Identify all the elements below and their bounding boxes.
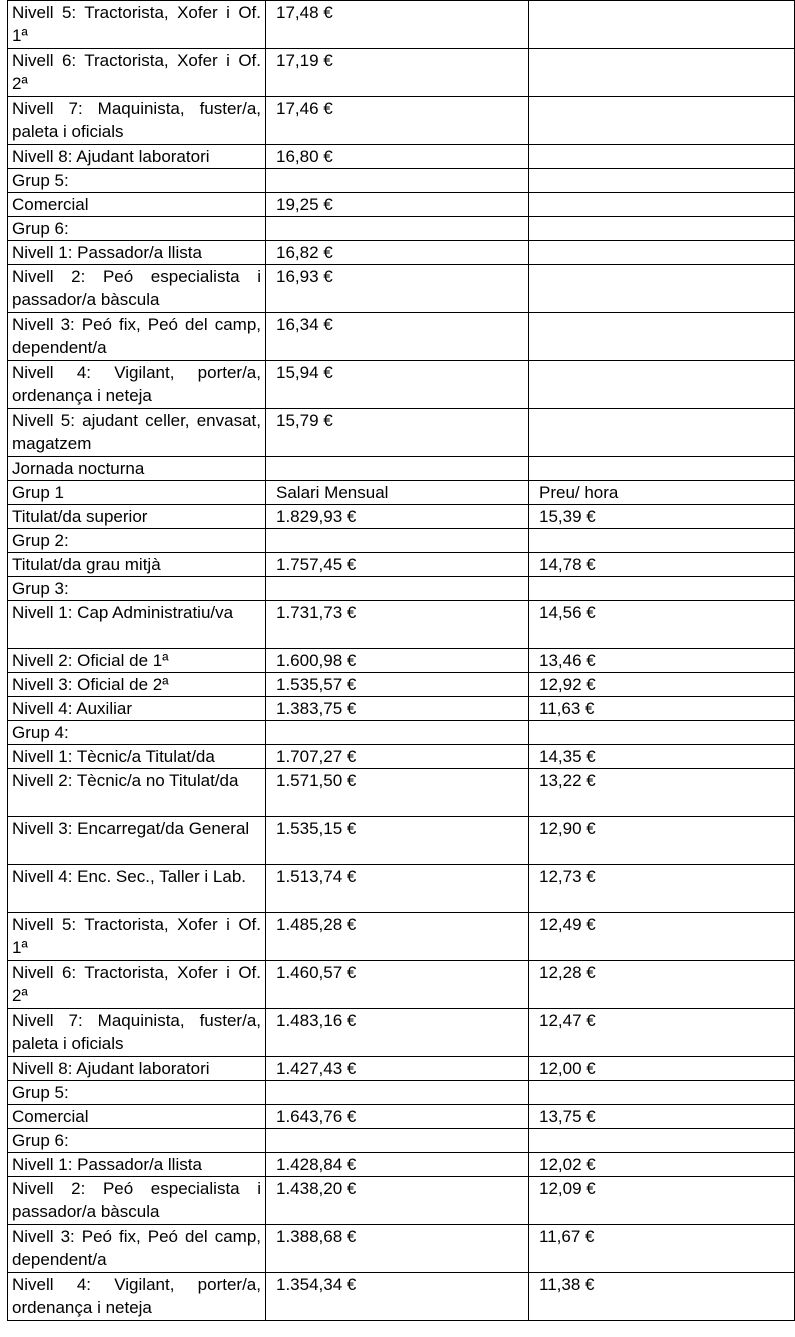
hourly-rate-cell: 11,38 € xyxy=(529,1273,795,1321)
hourly-rate-cell xyxy=(529,361,795,409)
salary-table-body xyxy=(8,1,795,1321)
salary-cell: 17,19 € xyxy=(266,49,529,97)
category-cell: Nivell 1: Cap Administratiu/va xyxy=(8,601,266,649)
table-row xyxy=(8,865,795,913)
salary-cell: 16,80 € xyxy=(266,145,529,169)
salary-cell: 1.757,45 € xyxy=(266,553,529,577)
salary-cell: 1.428,84 € xyxy=(266,1153,529,1177)
salary-cell xyxy=(266,1081,529,1105)
category-cell: Nivell 2: Peó especialista i passador/a bàscula xyxy=(8,1177,266,1225)
table-row xyxy=(8,1,795,49)
table-row xyxy=(8,1009,795,1057)
table-row xyxy=(8,961,795,1009)
hourly-rate-cell: Preu/ hora xyxy=(529,481,795,505)
table-row xyxy=(8,1273,795,1321)
salary-cell xyxy=(266,457,529,481)
hourly-rate-cell xyxy=(529,1,795,49)
table-row xyxy=(8,409,795,457)
hourly-rate-cell: 14,78 € xyxy=(529,553,795,577)
category-cell: Nivell 5: ajudant celler, envasat, magatzem xyxy=(8,409,266,457)
table-row xyxy=(8,697,795,721)
category-cell: Nivell 3: Encarregat/da General xyxy=(8,817,266,865)
table-row xyxy=(8,457,795,481)
category-cell: Nivell 2: Oficial de 1ª xyxy=(8,649,266,673)
table-row xyxy=(8,1177,795,1225)
category-cell: Nivell 6: Tractorista, Xofer i Of. 2ª xyxy=(8,961,266,1009)
table-row xyxy=(8,49,795,97)
category-cell: Grup 6: xyxy=(8,217,266,241)
category-cell: Nivell 4: Auxiliar xyxy=(8,697,266,721)
salary-cell: 1.383,75 € xyxy=(266,697,529,721)
salary-cell: 1.460,57 € xyxy=(266,961,529,1009)
table-row xyxy=(8,649,795,673)
hourly-rate-cell: 12,92 € xyxy=(529,673,795,697)
category-cell: Nivell 2: Peó especialista i passador/a bàscula xyxy=(8,265,266,313)
table-row xyxy=(8,529,795,553)
salary-cell: 1.388,68 € xyxy=(266,1225,529,1273)
salary-cell: 16,82 € xyxy=(266,241,529,265)
table-row xyxy=(8,361,795,409)
salary-cell: 1.643,76 € xyxy=(266,1105,529,1129)
hourly-rate-cell: 13,46 € xyxy=(529,649,795,673)
category-cell: Nivell 1: Passador/a llista xyxy=(8,1153,266,1177)
salary-cell: 1.483,16 € xyxy=(266,1009,529,1057)
hourly-rate-cell xyxy=(529,97,795,145)
category-cell: Titulat/da grau mitjà xyxy=(8,553,266,577)
category-cell: Grup 5: xyxy=(8,1081,266,1105)
category-cell: Nivell 3: Peó fix, Peó del camp, dependent/a xyxy=(8,313,266,361)
salary-table xyxy=(7,0,795,1321)
hourly-rate-cell: 13,22 € xyxy=(529,769,795,817)
hourly-rate-cell: 14,35 € xyxy=(529,745,795,769)
category-cell: Nivell 4: Vigilant, porter/a, ordenança i neteja xyxy=(8,1273,266,1321)
category-cell: Jornada nocturna xyxy=(8,457,266,481)
salary-cell: 17,46 € xyxy=(266,97,529,145)
table-row xyxy=(8,481,795,505)
table-row xyxy=(8,601,795,649)
hourly-rate-cell: 12,00 € xyxy=(529,1057,795,1081)
hourly-rate-cell xyxy=(529,577,795,601)
table-row xyxy=(8,1129,795,1153)
hourly-rate-cell: 12,28 € xyxy=(529,961,795,1009)
hourly-rate-cell: 14,56 € xyxy=(529,601,795,649)
hourly-rate-cell xyxy=(529,193,795,217)
hourly-rate-cell xyxy=(529,1129,795,1153)
salary-cell: 1.513,74 € xyxy=(266,865,529,913)
salary-cell: 1.427,43 € xyxy=(266,1057,529,1081)
salary-cell xyxy=(266,721,529,745)
hourly-rate-cell: 15,39 € xyxy=(529,505,795,529)
category-cell: Grup 4: xyxy=(8,721,266,745)
table-row xyxy=(8,1225,795,1273)
table-row xyxy=(8,817,795,865)
hourly-rate-cell xyxy=(529,313,795,361)
category-cell: Nivell 4: Enc. Sec., Taller i Lab. xyxy=(8,865,266,913)
table-row xyxy=(8,193,795,217)
category-cell: Comercial xyxy=(8,1105,266,1129)
table-row xyxy=(8,745,795,769)
hourly-rate-cell: 12,02 € xyxy=(529,1153,795,1177)
table-row xyxy=(8,769,795,817)
hourly-rate-cell xyxy=(529,241,795,265)
salary-cell: Salari Mensual xyxy=(266,481,529,505)
table-row xyxy=(8,505,795,529)
category-cell: Nivell 8: Ajudant laboratori xyxy=(8,1057,266,1081)
hourly-rate-cell: 11,63 € xyxy=(529,697,795,721)
table-row xyxy=(8,265,795,313)
hourly-rate-cell xyxy=(529,457,795,481)
salary-cell: 1.535,15 € xyxy=(266,817,529,865)
category-cell: Titulat/da superior xyxy=(8,505,266,529)
hourly-rate-cell: 13,75 € xyxy=(529,1105,795,1129)
salary-cell: 15,94 € xyxy=(266,361,529,409)
table-row xyxy=(8,217,795,241)
hourly-rate-cell: 12,49 € xyxy=(529,913,795,961)
table-row xyxy=(8,1153,795,1177)
salary-cell: 17,48 € xyxy=(266,1,529,49)
hourly-rate-cell xyxy=(529,169,795,193)
table-row xyxy=(8,313,795,361)
hourly-rate-cell: 12,90 € xyxy=(529,817,795,865)
salary-cell: 15,79 € xyxy=(266,409,529,457)
salary-cell: 1.535,57 € xyxy=(266,673,529,697)
category-cell: Nivell 3: Oficial de 2ª xyxy=(8,673,266,697)
hourly-rate-cell xyxy=(529,529,795,553)
category-cell: Nivell 1: Passador/a llista xyxy=(8,241,266,265)
category-cell: Grup 3: xyxy=(8,577,266,601)
table-row xyxy=(8,1105,795,1129)
hourly-rate-cell: 12,73 € xyxy=(529,865,795,913)
salary-cell: 1.354,34 € xyxy=(266,1273,529,1321)
salary-cell: 1.571,50 € xyxy=(266,769,529,817)
table-row xyxy=(8,721,795,745)
hourly-rate-cell xyxy=(529,1081,795,1105)
hourly-rate-cell xyxy=(529,721,795,745)
hourly-rate-cell xyxy=(529,265,795,313)
salary-cell: 1.707,27 € xyxy=(266,745,529,769)
table-row xyxy=(8,145,795,169)
salary-cell xyxy=(266,529,529,553)
hourly-rate-cell xyxy=(529,49,795,97)
table-row xyxy=(8,97,795,145)
category-cell: Comercial xyxy=(8,193,266,217)
category-cell: Grup 5: xyxy=(8,169,266,193)
hourly-rate-cell: 11,67 € xyxy=(529,1225,795,1273)
salary-cell: 16,34 € xyxy=(266,313,529,361)
category-cell: Grup 6: xyxy=(8,1129,266,1153)
hourly-rate-cell: 12,47 € xyxy=(529,1009,795,1057)
salary-cell: 1.600,98 € xyxy=(266,649,529,673)
hourly-rate-cell xyxy=(529,145,795,169)
category-cell: Nivell 2: Tècnic/a no Titulat/da xyxy=(8,769,266,817)
category-cell: Nivell 7: Maquinista, fuster/a, paleta i oficials xyxy=(8,1009,266,1057)
category-cell: Nivell 5: Tractorista, Xofer i Of. 1ª xyxy=(8,1,266,49)
salary-cell: 19,25 € xyxy=(266,193,529,217)
category-cell: Nivell 5: Tractorista, Xofer i Of. 1ª xyxy=(8,913,266,961)
category-cell: Nivell 8: Ajudant laboratori xyxy=(8,145,266,169)
table-row xyxy=(8,673,795,697)
table-row xyxy=(8,241,795,265)
table-row xyxy=(8,553,795,577)
category-cell: Nivell 3: Peó fix, Peó del camp, dependent/a xyxy=(8,1225,266,1273)
salary-cell xyxy=(266,217,529,241)
table-row xyxy=(8,169,795,193)
hourly-rate-cell xyxy=(529,217,795,241)
category-cell: Nivell 6: Tractorista, Xofer i Of. 2ª xyxy=(8,49,266,97)
hourly-rate-cell: 12,09 € xyxy=(529,1177,795,1225)
category-cell: Nivell 4: Vigilant, porter/a, ordenança i neteja xyxy=(8,361,266,409)
category-cell: Grup 1 xyxy=(8,481,266,505)
salary-cell: 1.829,93 € xyxy=(266,505,529,529)
category-cell: Nivell 1: Tècnic/a Titulat/da xyxy=(8,745,266,769)
category-cell: Nivell 7: Maquinista, fuster/a, paleta i oficials xyxy=(8,97,266,145)
salary-cell xyxy=(266,169,529,193)
salary-cell: 1.438,20 € xyxy=(266,1177,529,1225)
table-row xyxy=(8,1081,795,1105)
table-row xyxy=(8,1057,795,1081)
hourly-rate-cell xyxy=(529,409,795,457)
salary-cell: 1.485,28 € xyxy=(266,913,529,961)
table-row xyxy=(8,577,795,601)
salary-cell xyxy=(266,577,529,601)
salary-cell: 1.731,73 € xyxy=(266,601,529,649)
category-cell: Grup 2: xyxy=(8,529,266,553)
salary-cell: 16,93 € xyxy=(266,265,529,313)
salary-cell xyxy=(266,1129,529,1153)
table-row xyxy=(8,913,795,961)
